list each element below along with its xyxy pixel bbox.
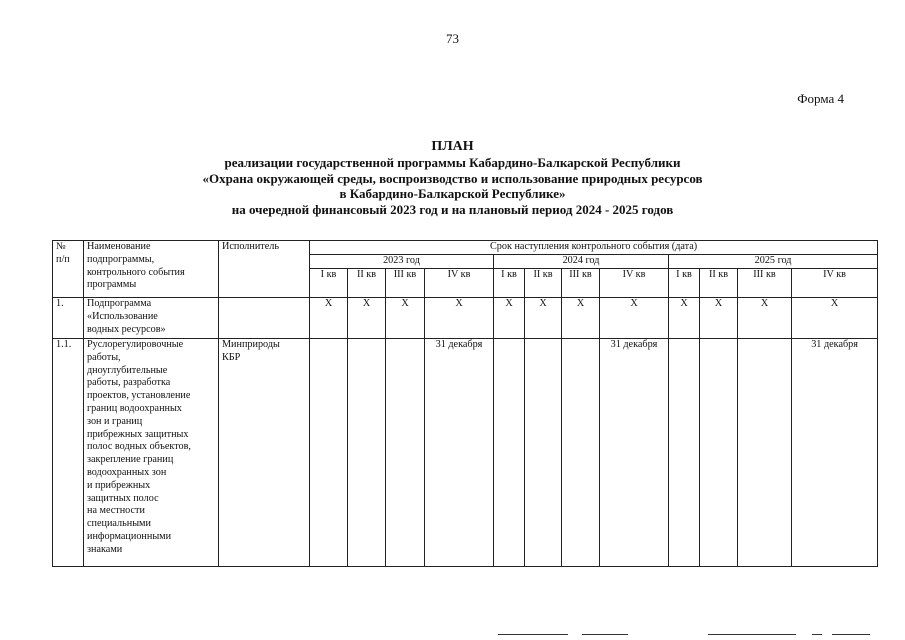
row-cell bbox=[562, 339, 600, 567]
title-line-3: «Охрана окружающей среды, воспроизводство и использование природных ресурсов bbox=[202, 170, 703, 186]
header-quarter: III кв bbox=[738, 269, 792, 298]
header-quarter: II кв bbox=[525, 269, 562, 298]
row-cell bbox=[348, 339, 386, 567]
row-cell: Х bbox=[738, 298, 792, 339]
header-quarter: III кв bbox=[562, 269, 600, 298]
row-cell: 31 декабря bbox=[600, 339, 669, 567]
header-quarter: I кв bbox=[494, 269, 525, 298]
row-cell: 31 декабря bbox=[792, 339, 878, 567]
row-num: 1.1. bbox=[53, 339, 84, 567]
row-cell: Х bbox=[386, 298, 425, 339]
form-label: Форма 4 bbox=[797, 91, 844, 106]
header-quarter: III кв bbox=[386, 269, 425, 298]
row-cell bbox=[669, 339, 700, 567]
header-executor-label: Исполнитель bbox=[222, 241, 279, 252]
header-quarter: I кв bbox=[310, 269, 348, 298]
header-name bbox=[84, 241, 219, 298]
row-cell bbox=[494, 339, 525, 567]
row-name: Подпрограмма «Использование водных ресурсов» bbox=[84, 298, 219, 339]
header-quarter: II кв bbox=[348, 269, 386, 298]
row-executor bbox=[219, 298, 310, 339]
header-quarter: II кв bbox=[700, 269, 738, 298]
header-executor bbox=[219, 241, 310, 298]
header-name-label: Наименование подпрограммы, контрольного события программы bbox=[87, 241, 185, 291]
title-line-2: реализации государственной программы Кабардино-Балкарской Республики bbox=[224, 155, 681, 170]
control-events-table bbox=[52, 240, 878, 567]
header-year-2024: 2024 год bbox=[494, 255, 669, 269]
row-cell: Х bbox=[562, 298, 600, 339]
row-cell: Х bbox=[310, 298, 348, 339]
scan-mark bbox=[832, 634, 870, 635]
table-row bbox=[53, 339, 878, 567]
row-cell: Х bbox=[669, 298, 700, 339]
title-plan: ПЛАН bbox=[431, 139, 474, 154]
row-cell bbox=[525, 339, 562, 567]
row-cell: Х bbox=[525, 298, 562, 339]
scan-mark bbox=[812, 634, 822, 635]
row-name: Руслорегулировочные работы, дноуглубительные работы, разработка проектов, установление границ водоохранных зон и границ прибрежных защитных полос водных объектов, закрепление границ водоохранных зон и прибрежных защитных полос на местности специальными информационными знаками bbox=[84, 339, 219, 567]
header-quarter: IV кв bbox=[600, 269, 669, 298]
header-quarter: I кв bbox=[669, 269, 700, 298]
row-cell bbox=[700, 339, 738, 567]
table-row bbox=[53, 298, 878, 339]
page-number: 73 bbox=[446, 31, 459, 46]
title-line-5: на очередной финансовый 2023 год и на плановый период 2024 - 2025 годов bbox=[231, 201, 674, 217]
header-quarter: IV кв bbox=[425, 269, 494, 298]
scan-mark bbox=[498, 634, 568, 635]
row-cell: Х bbox=[425, 298, 494, 339]
row-cell bbox=[386, 339, 425, 567]
row-cell: Х bbox=[700, 298, 738, 339]
row-cell bbox=[738, 339, 792, 567]
header-quarter: IV кв bbox=[792, 269, 878, 298]
header-year-2025: 2025 год bbox=[669, 255, 878, 269]
title-line-4: в Кабардино-Балкарской Республике» bbox=[339, 186, 566, 202]
header-row-1 bbox=[53, 241, 878, 255]
row-cell: Х bbox=[792, 298, 878, 339]
row-cell: 31 декабря bbox=[425, 339, 494, 567]
header-year-2023: 2023 год bbox=[310, 255, 494, 269]
document-title bbox=[0, 139, 905, 217]
row-cell: Х bbox=[348, 298, 386, 339]
header-num bbox=[53, 241, 84, 298]
row-cell: Х bbox=[600, 298, 669, 339]
row-cell bbox=[310, 339, 348, 567]
scan-mark bbox=[582, 634, 628, 635]
row-num: 1. bbox=[53, 298, 84, 339]
scan-mark bbox=[708, 634, 796, 635]
row-cell: Х bbox=[494, 298, 525, 339]
row-executor: Минприроды КБР bbox=[219, 339, 310, 567]
header-deadline: Срок наступления контрольного события (дата) bbox=[310, 241, 878, 255]
header-num-label: № п/п bbox=[56, 241, 70, 265]
